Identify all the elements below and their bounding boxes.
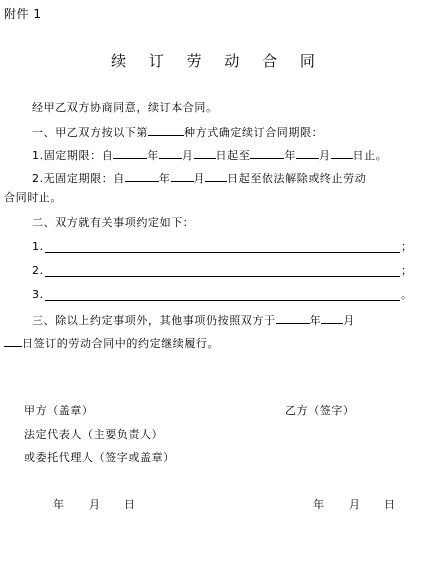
fixed-start-day-blank[interactable] xyxy=(194,147,216,159)
clause2-item1-number: 1. xyxy=(32,240,44,253)
sign-year-blank[interactable] xyxy=(276,312,310,324)
label-day-end: 日止。 xyxy=(352,149,388,162)
fixed-end-month-blank[interactable] xyxy=(296,147,319,159)
open-start-month-blank[interactable] xyxy=(171,170,194,182)
attachment-label: 附件 1 xyxy=(4,7,42,21)
authorized-agent-label: 或委托代理人（签字或盖章） xyxy=(24,451,175,464)
intro-paragraph: 经甲乙双方协商同意，续订本合同。 xyxy=(32,101,218,114)
clause3-text-b: 日签订的劳动合同中的约定继续履行。 xyxy=(22,337,220,350)
fixed-start-month-blank[interactable] xyxy=(159,147,182,159)
fixed-end-year-blank[interactable] xyxy=(250,147,284,159)
label-month: 月 xyxy=(181,149,194,162)
label-year: 年 xyxy=(147,149,159,162)
open-term-prefix: 2.无固定期限：自 xyxy=(32,172,125,185)
party-a-date-year: 年 xyxy=(53,498,65,511)
clause2-item2-number: 2. xyxy=(32,264,44,277)
clause2-heading: 二、双方就有关事项约定如下： xyxy=(32,216,195,229)
open-start-year-blank[interactable] xyxy=(125,170,159,182)
fixed-term-line xyxy=(32,147,387,163)
open-start-day-blank[interactable] xyxy=(205,170,227,182)
fixed-end-day-blank[interactable] xyxy=(331,147,353,159)
party-a-date-day: 日 xyxy=(124,498,136,511)
clause2-item1-line[interactable] xyxy=(45,252,400,253)
label-year: 年 xyxy=(158,172,171,185)
label-month: 月 xyxy=(193,172,206,185)
party-a-label: 甲方（盖章） xyxy=(24,404,94,417)
open-term-tail: 日起至依法解除或终止劳动 xyxy=(227,172,367,185)
party-b-label: 乙方（签字） xyxy=(285,404,355,417)
party-b-date-year: 年 xyxy=(313,498,325,511)
party-b-date-month: 月 xyxy=(349,498,361,511)
clause2-item1-end: ； xyxy=(401,240,413,253)
sign-month-blank[interactable] xyxy=(321,312,343,324)
legal-representative-label: 法定代表人（主要负责人） xyxy=(24,428,164,441)
party-b-date-day: 日 xyxy=(384,498,396,511)
label-day-from: 日起至 xyxy=(215,149,251,162)
label-month: 月 xyxy=(318,149,331,162)
fixed-start-year-blank[interactable] xyxy=(113,147,147,159)
label-year: 年 xyxy=(284,149,296,162)
clause2-item3-end: 。 xyxy=(401,288,413,301)
clause1-line xyxy=(32,124,323,140)
method-number-blank[interactable] xyxy=(148,124,184,136)
label-year: 年 xyxy=(309,314,322,327)
clause1-text-b: 种方式确定续订合同期限： xyxy=(184,126,324,139)
open-term-line2: 合同时止。 xyxy=(4,191,62,204)
clause3-text-a: 三、除以上约定事项外，其他事项仍按照双方于 xyxy=(32,314,276,327)
clause3-line2 xyxy=(4,335,219,351)
clause2-item2-line[interactable] xyxy=(45,276,400,277)
label-month: 月 xyxy=(343,314,355,327)
party-a-date-month: 月 xyxy=(89,498,101,511)
clause2-item3-number: 3. xyxy=(32,288,44,301)
fixed-term-prefix: 1.固定期限：自 xyxy=(32,149,114,162)
clause1-text-a: 一、甲乙双方按以下第 xyxy=(32,126,148,139)
document-title: 续 订 劳 动 合 同 xyxy=(111,52,324,70)
sign-day-blank[interactable] xyxy=(4,335,22,347)
open-term-line xyxy=(32,170,366,186)
clause2-item2-end: ； xyxy=(401,264,413,277)
clause3-line xyxy=(32,312,355,328)
clause2-item3-line[interactable] xyxy=(45,300,400,301)
